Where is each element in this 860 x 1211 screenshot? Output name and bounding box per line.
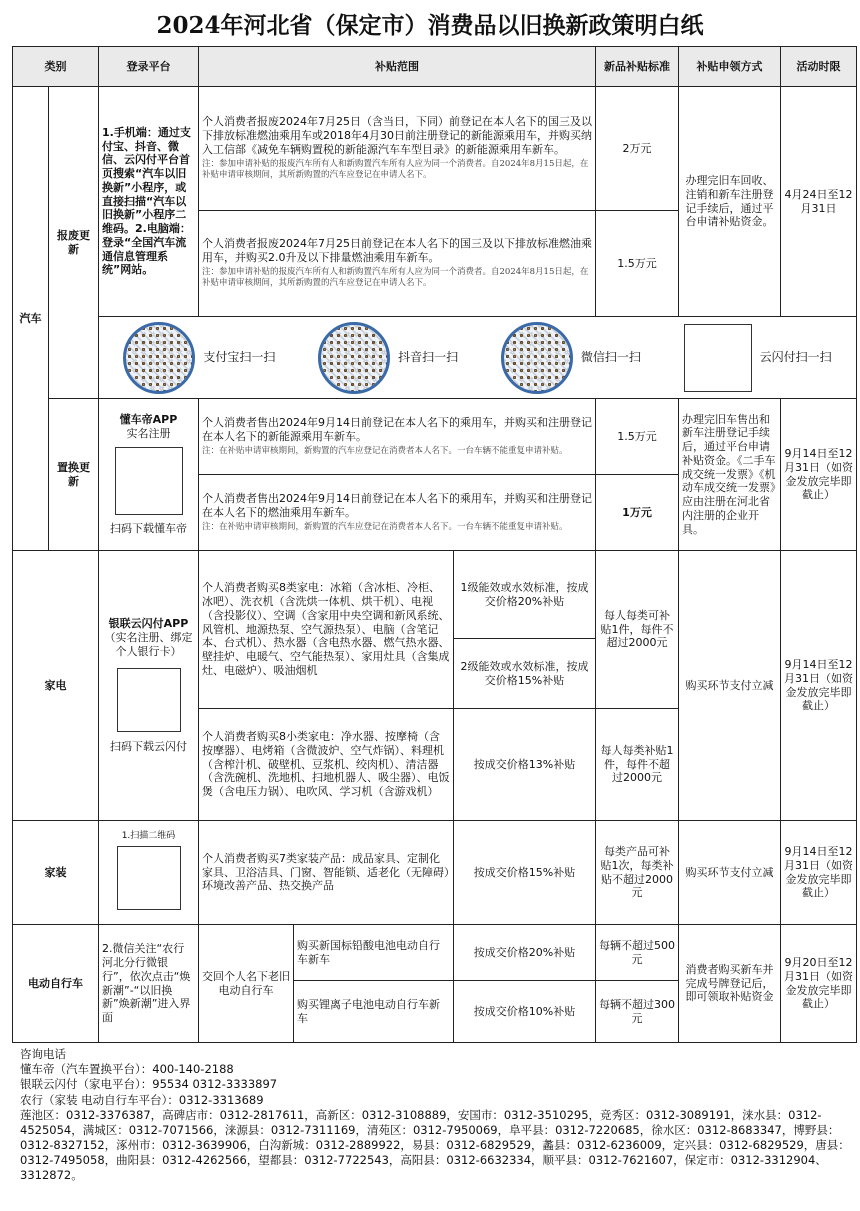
qr-code-icon [684,324,752,392]
car-scrap-item1-standard: 2万元 [596,87,679,211]
car-replace-label: 置换更新 [49,399,99,551]
contact-line: 银联云闪付（家电平台）：95534 0312-3333897 [20,1077,278,1092]
appliance-row-1 [13,551,857,639]
qr-alipay[interactable] [123,322,275,394]
car-replace-item2 [199,475,596,551]
appliance-item1-tier1: 1级能效或水效标准，按成交价格20%补贴 [454,551,596,639]
car-scrap-label: 报废更新 [49,87,99,399]
qr-unionpay[interactable] [684,324,832,392]
ebike-trade: 交回个人名下老旧电动自行车 [199,925,294,1043]
car-replace-deadline: 9月14日至12月31日（如资金发放完毕即截止） [781,399,857,551]
contact-section [20,1047,850,1184]
car-replace-method: 办理完旧车售出和新车注册登记手续后，通过平台申请补贴资金。《二手车成交统一发票》《机动车成交统一发票》应由注册在河北省内注册的企业开具。 [679,399,781,551]
header-category: 类别 [13,47,99,87]
car-scrap-method: 办理完旧车回收、注销和新车注册登记手续后，通过平台申请补贴资金。 [679,87,781,317]
car-scrap-item1 [199,87,596,211]
car-scrap-item2 [199,211,596,317]
qr-douyin[interactable] [318,322,458,394]
ebike-platform: 2.微信关注“农行河北分行微银行”，依次点击“焕新潮”-“以旧换新”焕新潮”进入界面 [99,925,199,1043]
contact-line: 农行（家装 电动自行车平台）：0312-3313689 [20,1092,264,1107]
car-replace-platform-sub: 实名注册 [126,426,171,440]
header-deadline: 活动时限 [781,47,857,87]
qr-douyin-label: 抖音扫一扫 [398,350,459,365]
contact-heading: 咨询电话 [20,1047,66,1061]
car-replace-platform-scan: 扫码下载懂车帝 [110,522,187,536]
furnish-label: 家装 [13,821,99,925]
appliance-item1-desc: 个人消费者购买8类家电：冰箱（含冰柜、冷柜、冰吧）、洗衣机（含洗烘一体机、烘干机）、电视（含投影仪）、空调（含家用中央空调和新风系统、风管机、地源热泵、空气源热泵）、电脑（含笔记本、台式机）、热水器（含电热水器、燃气热水器、壁挂炉、电暖气、空气能热泵）、家用灶具（含集成灶、电磁炉）、吸油烟机 [199,551,454,709]
ebike-item1-standard: 每辆不超过500元 [596,925,679,981]
car-scrap-item1-note: 注：参加申请补贴的报废汽车所有人和新购置汽车所有人应为同一个消费者。自2024年8月15日起，在补贴申请审核期间，其所新购置的汽车应登记在申请人名下。 [202,158,589,181]
appliance-item2-standard: 每人每类补贴1件，每件不超过2000元 [596,709,679,821]
car-replace-item2-standard: 1万元 [596,475,679,551]
car-replace-item2-desc: 个人消费者售出2024年9月14日前登记在本人名下的乘用车，并购买和注册登记在本人名下的燃油乘用车新车。 [202,492,592,519]
contact-district-list: 莲池区：0312-3376387，高碑店市：0312-2817611，高新区：0312-3108889，安国市：0312-3510295，竞秀区：0312-3089191，涞水县：0312-4525054，满城区：0312-7071566，涞源县：0312-7311169，清苑区：0312-7950069，阜平县：0312-7220685，徐水区：0312-8683347，博野县：0312-8327152，涿州市：0312-3639906，白沟新城：0312-2889922，易县：0312-6829529，蠡县：0312-6236009，定兴县：0312-6829529，唐县：0312-7495058，曲阳县：0312-4262566，望都县：0312-7722543，高阳县：0312-6632334，顺平县：0312-7621607，保定市：0312-3312904、3312872。 [20,1107,850,1183]
qr-code-icon[interactable] [117,668,181,732]
qr-wechat[interactable] [501,322,641,394]
car-qr-strip [99,317,857,399]
appliance-deadline: 9月14日至12月31日（如资金发放完毕即截止） [781,551,857,821]
ebike-item2-rate: 按成交价格10%补贴 [454,981,596,1043]
qr-code-icon [501,322,573,394]
car-scrap-platform: 1.手机端：通过支付宝、抖音、微信、云闪付平台首页搜索“汽车以旧换新”小程序，或直接扫描“汽车以旧换新”小程序二维码。2.电脑端：登录“全国汽车流通信息管理系统”网站。 [99,87,199,317]
car-scrap-qr-row [13,317,857,399]
furnish-deadline: 9月14日至12月31日（如资金发放完毕即截止） [781,821,857,925]
car-scrap-item2-note: 注：参加申请补贴的报废汽车所有人和新购置汽车所有人应为同一个消费者。自2024年8月15日起，在补贴申请审核期间，其所新购置的汽车应登记在申请人名下。 [202,266,589,289]
appliance-platform-sub: （实名注册、绑定个人银行卡） [104,630,193,658]
appliance-item2-rate: 按成交价格13%补贴 [454,709,596,821]
car-scrap-row-1 [13,87,857,211]
furnish-row [13,821,857,925]
ebike-method: 消费者购买新车并完成号牌登记后，即可领取补贴资金 [679,925,781,1043]
policy-table [12,46,857,1043]
furnish-method: 购买环节支付立减 [679,821,781,925]
qr-wechat-label: 微信扫一扫 [580,350,641,365]
car-replace-item1 [199,399,596,475]
qr-code-icon [318,322,390,394]
appliance-platform [99,551,199,821]
car-replace-item2-note: 注：在补贴申请审核期间，新购置的汽车应登记在消费者本人名下。一台车辆不能重复申请补贴。 [202,521,568,532]
appliance-platform-scan: 扫码下载云闪付 [110,740,187,754]
car-replace-item1-desc: 个人消费者售出2024年9月14日前登记在本人名下的乘用车，并购买和注册登记在本人名下的新能源乘用车新车。 [202,416,592,443]
ebike-item1-rate: 按成交价格20%补贴 [454,925,596,981]
header-row [13,47,857,87]
appliance-item1-tier2: 2级能效或水效标准，按成交价格15%补贴 [454,639,596,709]
appliance-method: 购买环节支付立减 [679,551,781,821]
ebike-deadline: 9月20日至12月31日（如资金发放完毕即截止） [781,925,857,1043]
ebike-row-1 [13,925,857,981]
ebike-item2-standard: 每辆不超过300元 [596,981,679,1043]
car-replace-item1-note: 注：在补贴申请审核期间，新购置的汽车应登记在消费者本人名下。一台车辆不能重复申请补贴。 [202,445,568,456]
header-platform: 登录平台 [99,47,199,87]
car-replace-platform [99,399,199,551]
appliance-item2-desc: 个人消费者购买8小类家电：净水器、按摩椅（含按摩器）、电烤箱（含微波炉、空气炸锅）、料理机（含榨汁机、破壁机、豆浆机、绞肉机）、清洁器（含洗碗机、洗地机、扫地机器人、吸尘器）、电饭煲（含电压力锅）、电吹风、学习机（含游戏机） [199,709,454,821]
qr-code-icon[interactable] [117,846,181,910]
appliance-label: 家电 [13,551,99,821]
ebike-item1-desc: 购买新国标铅酸电池电动自行车新车 [294,925,454,981]
car-replace-item1-standard: 1.5万元 [596,399,679,475]
page-title: 2024年河北省（保定市）消费品以旧换新政策明白纸 [156,11,704,39]
car-scrap-deadline: 4月24日至12月31日 [781,87,857,317]
qr-code-icon [123,322,195,394]
ebike-item2-desc: 购买锂离子电池电动自行车新车 [294,981,454,1043]
car-scrap-item1-desc: 个人消费者报废2024年7月25日（含当日，下同）前登记在本人名下的国三及以下排放标准燃油乘用车或2018年4月30日前注册登记的新能源乘用车，并购买纳入工信部《减免车辆购置税的新能源汽车车型目录》的新能源乘用车新车。 [202,115,592,156]
furnish-rate: 按成交价格15%补贴 [454,821,596,925]
furnish-platform [99,821,199,925]
car-replace-row-1 [13,399,857,475]
furnish-standard: 每类产品可补贴1次，每类补贴不超过2000元 [596,821,679,925]
ebike-label: 电动自行车 [13,925,99,1043]
furnish-desc: 个人消费者购买7类家装产品：成品家具、定制化家具、卫浴洁具、门窗、智能锁、适老化（无障碍）环境改善产品、热交换产品 [199,821,454,925]
qr-code-icon[interactable] [115,447,183,515]
furnish-platform-text: 1.扫描二维码 [121,830,176,841]
appliance-item1-standard: 每人每类可补贴1件，每件不超过2000元 [596,551,679,709]
qr-alipay-label: 支付宝扫一扫 [203,350,276,365]
car-replace-platform-title: 懂车帝APP [119,413,178,426]
header-scope: 补贴范围 [199,47,596,87]
header-standard: 新品补贴标准 [596,47,679,87]
header-method: 补贴申领方式 [679,47,781,87]
car-scrap-item2-standard: 1.5万元 [596,211,679,317]
contact-line: 懂车帝（汽车置换平台）：400-140-2188 [20,1062,234,1077]
car-scrap-item2-desc: 个人消费者报废2024年7月25日前登记在本人名下的国三及以下排放标准燃油乘用车，并购买2.0升及以下排量燃油乘用车新车。 [202,237,592,265]
car-category: 汽车 [13,87,49,551]
appliance-platform-title: 银联云闪付APP [108,617,189,631]
qr-unionpay-label: 云闪付扫一扫 [759,350,832,365]
